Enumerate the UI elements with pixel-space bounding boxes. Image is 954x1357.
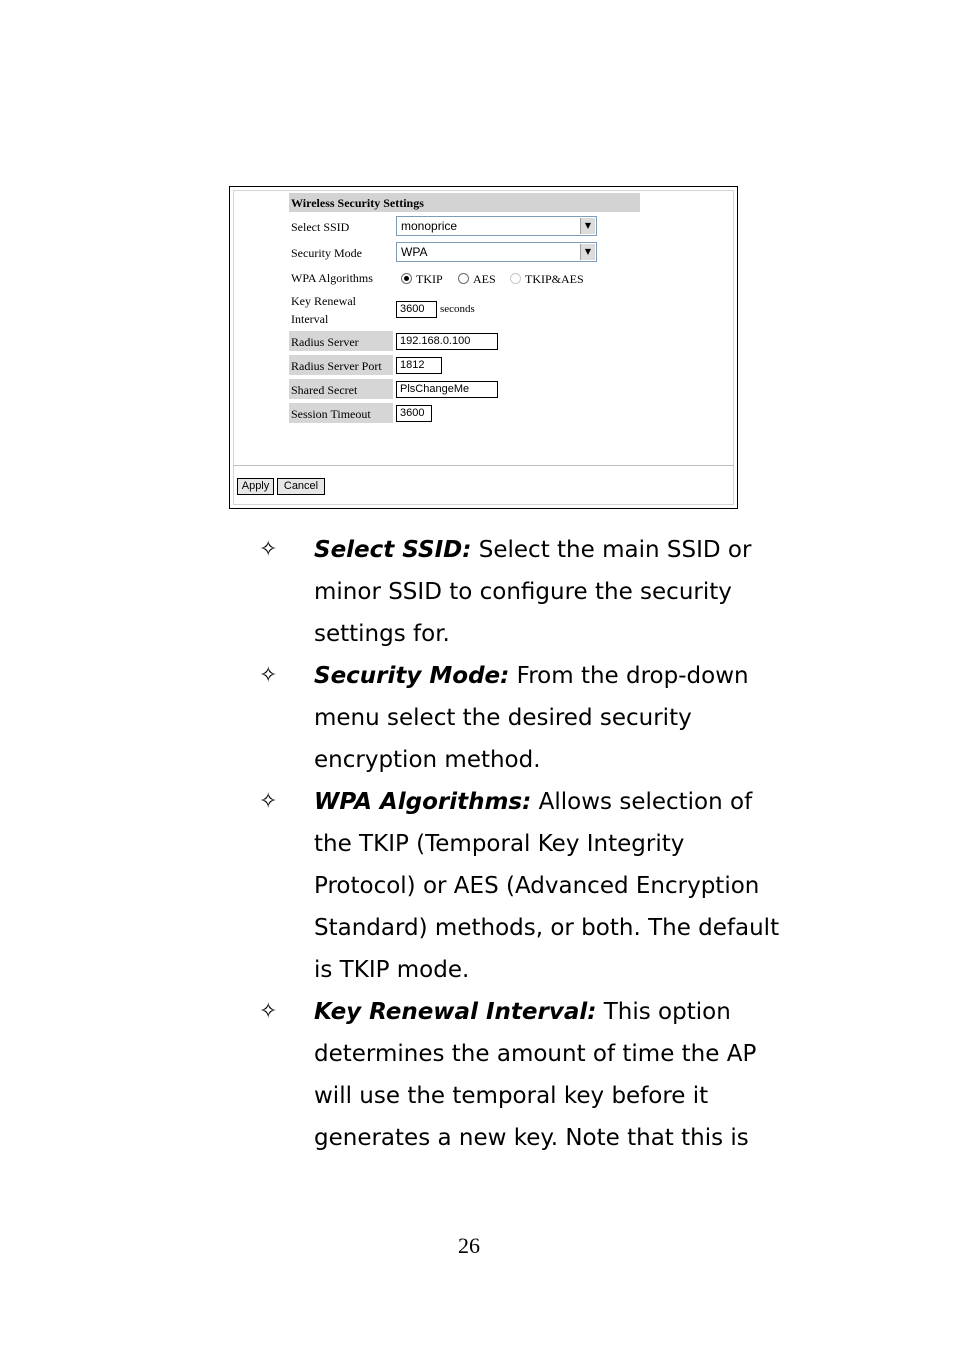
- tkip-aes-radio[interactable]: [510, 273, 521, 284]
- item-select-ssid-line3: settings for.: [314, 621, 450, 647]
- page-number: 26: [458, 1233, 480, 1258]
- select-ssid-dropdown[interactable]: [396, 216, 597, 236]
- tkip-aes-label: TKIP&AES: [525, 272, 584, 286]
- chevron-down-icon[interactable]: ▼: [580, 244, 595, 260]
- item-security-mode-line2: menu select the desired security: [314, 705, 692, 731]
- term-key-renewal: Key Renewal Interval:: [314, 999, 597, 1025]
- select-ssid-value: monoprice: [401, 219, 458, 233]
- item-wpa-algorithms-line5: is TKIP mode.: [314, 957, 470, 983]
- item-wpa-algorithms-line2: the TKIP (Temporal Key Integrity: [314, 831, 685, 857]
- shared-secret-input[interactable]: PlsChangeMe: [396, 381, 498, 398]
- item-security-mode-line1: [314, 661, 749, 691]
- bullet-icon: ✧: [259, 999, 278, 1024]
- term-wpa-algorithms: WPA Algorithms:: [314, 789, 532, 815]
- item-text: Select the main SSID or: [471, 537, 752, 563]
- shared-secret-label: Shared Secret: [291, 383, 358, 397]
- chevron-down-icon[interactable]: ▼: [580, 218, 595, 234]
- item-select-ssid-line2: minor SSID to configure the security: [314, 579, 732, 605]
- item-key-renewal-line3: will use the temporal key before it: [314, 1083, 709, 1109]
- key-renewal-label-line1: Key Renewal: [291, 294, 356, 308]
- security-mode-value: WPA: [401, 245, 428, 259]
- select-ssid-label: Select SSID: [291, 220, 350, 234]
- bullet-icon: ✧: [259, 789, 278, 814]
- wireless-security-screenshot: [229, 186, 738, 509]
- tkip-label: TKIP: [416, 272, 443, 286]
- item-security-mode-line3: encryption method.: [314, 747, 541, 773]
- radius-server-input[interactable]: 192.168.0.100: [396, 333, 498, 350]
- aes-radio[interactable]: [458, 273, 469, 284]
- item-key-renewal-line2: determines the amount of time the AP: [314, 1041, 757, 1067]
- aes-label: AES: [473, 272, 496, 286]
- apply-button[interactable]: Apply: [237, 478, 274, 495]
- wpa-algorithms-label: WPA Algorithms: [291, 271, 373, 285]
- item-wpa-algorithms-line3: Protocol) or AES (Advanced Encryption: [314, 873, 760, 899]
- radius-port-input[interactable]: 1812: [396, 357, 442, 374]
- key-renewal-label-line2: Interval: [291, 312, 329, 326]
- security-mode-dropdown[interactable]: [396, 242, 597, 262]
- item-wpa-algorithms-line4: Standard) methods, or both. The default: [314, 915, 780, 941]
- tkip-radio[interactable]: [401, 273, 412, 284]
- session-timeout-label: Session Timeout: [291, 407, 371, 421]
- divider: [233, 465, 734, 466]
- key-renewal-input[interactable]: 3600: [396, 301, 437, 318]
- item-text: Allows selection of: [531, 789, 753, 815]
- item-wpa-algorithms-line1: [314, 787, 752, 817]
- bullet-icon: ✧: [259, 537, 278, 562]
- bullet-icon: ✧: [259, 663, 278, 688]
- item-key-renewal-line1: [314, 997, 731, 1027]
- seconds-unit: seconds: [440, 303, 475, 315]
- term-security-mode: Security Mode:: [314, 663, 510, 689]
- term-select-ssid: Select SSID:: [314, 537, 472, 563]
- radius-server-label: Radius Server: [291, 335, 359, 349]
- item-text: This option: [596, 999, 731, 1025]
- security-mode-label: Security Mode: [291, 246, 362, 260]
- session-timeout-input[interactable]: 3600: [396, 405, 432, 422]
- item-key-renewal-line4: generates a new key. Note that this is: [314, 1125, 749, 1151]
- radius-port-label: Radius Server Port: [291, 359, 382, 373]
- item-text: From the drop-down: [509, 663, 749, 689]
- panel-title: Wireless Security Settings: [291, 196, 424, 210]
- cancel-button[interactable]: Cancel: [277, 478, 325, 495]
- item-select-ssid-line1: [314, 535, 751, 565]
